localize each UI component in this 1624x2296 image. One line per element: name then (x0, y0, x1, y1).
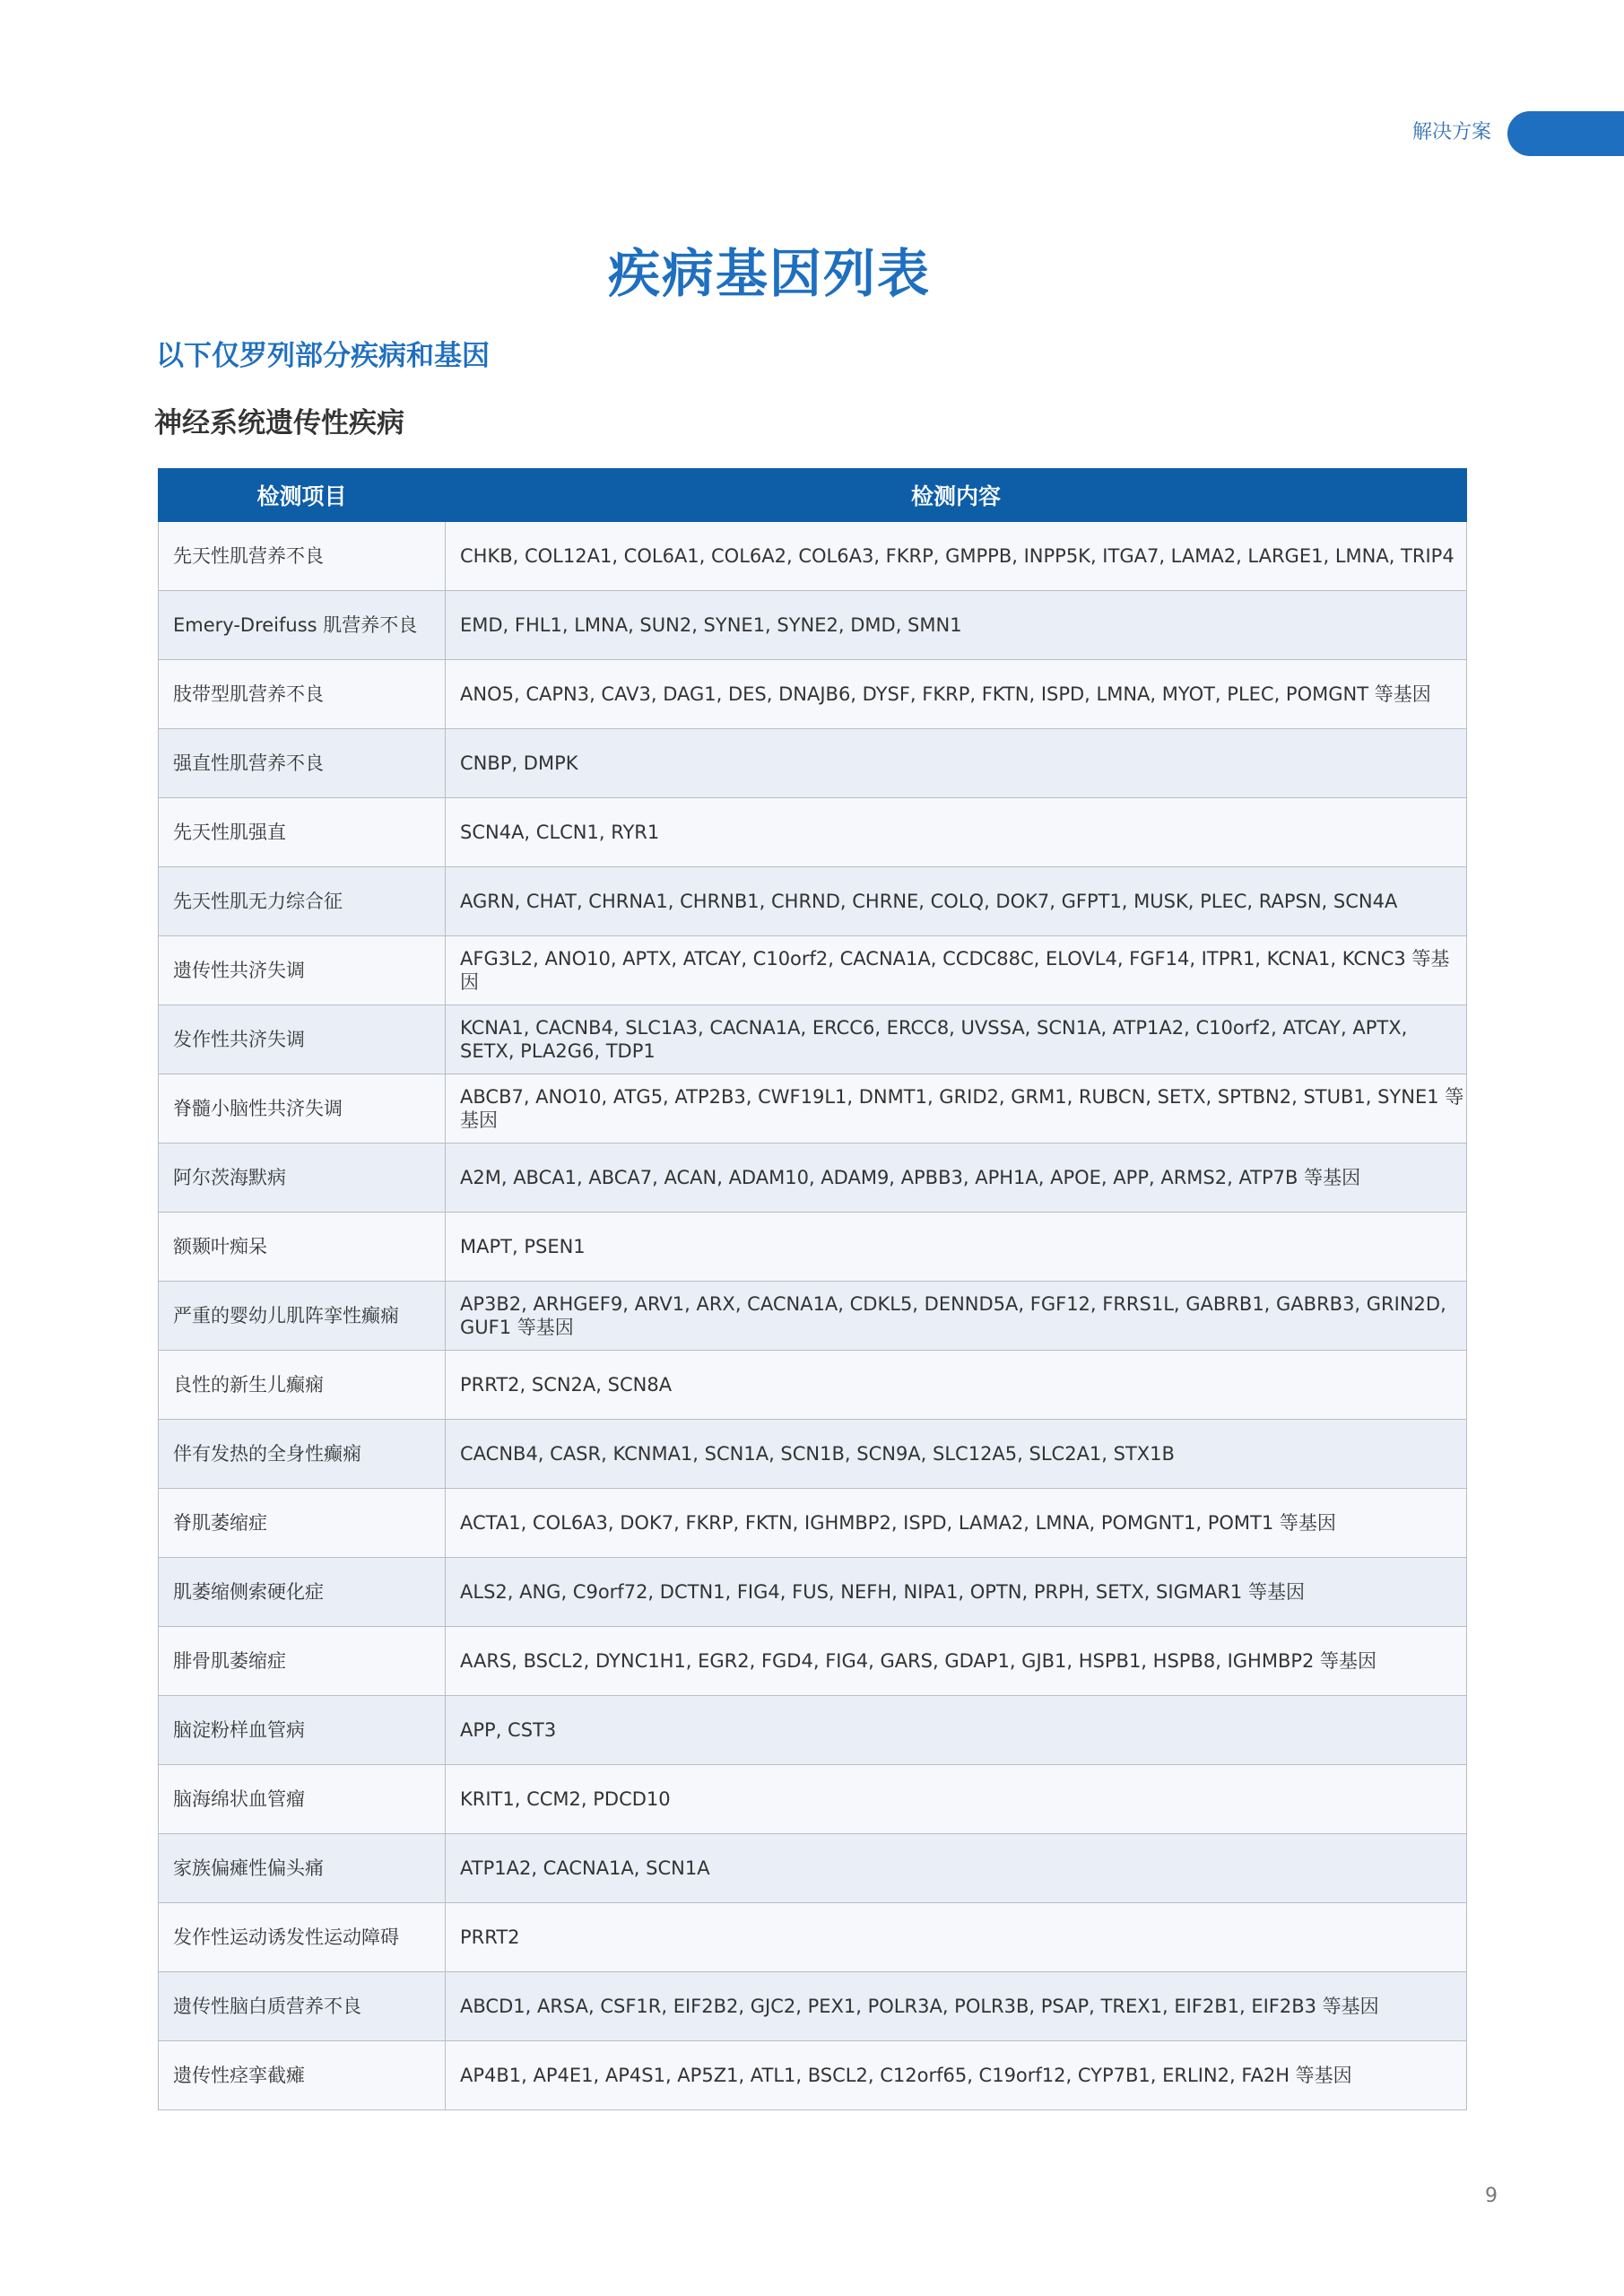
disease-name-cell: 先天性肌无力综合征 (159, 867, 446, 936)
table-row (159, 1972, 1467, 2041)
page-number: 9 (1485, 2185, 1498, 2207)
disease-name-cell: 家族偏瘫性偏头痛 (159, 1834, 446, 1903)
disease-name-cell: 先天性肌营养不良 (159, 522, 446, 591)
disease-name-cell: 肌萎缩侧索硬化症 (159, 1558, 446, 1627)
gene-list-cell: ABCD1, ARSA, CSF1R, EIF2B2, GJC2, PEX1, POLR3A, POLR3B, PSAP, TREX1, EIF2B1, EIF2B3 等基因 (446, 1972, 1467, 2041)
disease-name-cell: 脑海绵状血管瘤 (159, 1765, 446, 1834)
page-subtitle: 以下仅罗列部分疾病和基因 (156, 340, 490, 372)
table-row (159, 936, 1467, 1005)
table-row (159, 1765, 1467, 1834)
header-section-label: 解决方案 (1411, 121, 1491, 144)
table-row (159, 729, 1467, 798)
disease-name-cell: 发作性共济失调 (159, 1005, 446, 1074)
disease-name-cell: Emery-Dreifuss 肌营养不良 (159, 591, 446, 660)
disease-name-cell: 脊肌萎缩症 (159, 1489, 446, 1558)
disease-name-cell: 额颞叶痴呆 (159, 1213, 446, 1282)
disease-name-cell: 腓骨肌萎缩症 (159, 1627, 446, 1696)
disease-name-cell: 肢带型肌营养不良 (159, 660, 446, 729)
disease-name-cell: 脊髓小脑性共济失调 (159, 1074, 446, 1144)
gene-list-cell: AP3B2, ARHGEF9, ARV1, ARX, CACNA1A, CDKL5, DENND5A, FGF12, FRRS1L, GABRB1, GABRB3, GRIN2D, GUF1 等基因 (446, 1282, 1467, 1351)
table-row (159, 1834, 1467, 1903)
gene-list-cell: AP4B1, AP4E1, AP4S1, AP5Z1, ATL1, BSCL2, C12orf65, C19orf12, CYP7B1, ERLIN2, FA2H 等基因 (446, 2041, 1467, 2110)
gene-list-cell: SCN4A, CLCN1, RYR1 (446, 798, 1467, 867)
gene-list-cell: CACNB4, CASR, KCNMA1, SCN1A, SCN1B, SCN9A, SLC12A5, SLC2A1, STX1B (446, 1420, 1467, 1489)
table-row (159, 1144, 1467, 1213)
gene-list-cell: ACTA1, COL6A3, DOK7, FKRP, FKTN, IGHMBP2, ISPD, LAMA2, LMNA, POMGNT1, POMT1 等基因 (446, 1489, 1467, 1558)
table-body (159, 522, 1467, 2110)
disease-name-cell: 遗传性痉挛截瘫 (159, 2041, 446, 2110)
disease-name-cell: 先天性肌强直 (159, 798, 446, 867)
table-row (159, 798, 1467, 867)
column-header-content: 检测内容 (446, 469, 1467, 522)
gene-list-cell: ABCB7, ANO10, ATG5, ATP2B3, CWF19L1, DNMT1, GRID2, GRM1, RUBCN, SETX, SPTBN2, STUB1, SYNE1 等基因 (446, 1074, 1467, 1144)
table-row (159, 1213, 1467, 1282)
table-row (159, 867, 1467, 936)
disease-gene-table (158, 468, 1467, 2110)
gene-list-cell: CHKB, COL12A1, COL6A1, COL6A2, COL6A3, FKRP, GMPPB, INPP5K, ITGA7, LAMA2, LARGE1, LMNA, TRIP4 (446, 522, 1467, 591)
table-header-row (159, 469, 1467, 522)
gene-list-cell: CNBP, DMPK (446, 729, 1467, 798)
gene-list-cell: ALS2, ANG, C9orf72, DCTN1, FIG4, FUS, NEFH, NIPA1, OPTN, PRPH, SETX, SIGMAR1 等基因 (446, 1558, 1467, 1627)
table-row (159, 591, 1467, 660)
table-row (159, 1696, 1467, 1765)
disease-name-cell: 良性的新生儿癫痫 (159, 1351, 446, 1420)
gene-list-cell: KRIT1, CCM2, PDCD10 (446, 1765, 1467, 1834)
gene-list-cell: APP, CST3 (446, 1696, 1467, 1765)
table-row (159, 1005, 1467, 1074)
table-row (159, 1489, 1467, 1558)
disease-name-cell: 阿尔茨海默病 (159, 1144, 446, 1213)
gene-list-cell: AFG3L2, ANO10, APTX, ATCAY, C10orf2, CACNA1A, CCDC88C, ELOVL4, FGF14, ITPR1, KCNA1, KCNC3 等基因 (446, 936, 1467, 1005)
table-row (159, 1420, 1467, 1489)
disease-name-cell: 严重的婴幼儿肌阵挛性癫痫 (159, 1282, 446, 1351)
gene-list-cell: ANO5, CAPN3, CAV3, DAG1, DES, DNAJB6, DYSF, FKRP, FKTN, ISPD, LMNA, MYOT, PLEC, POMGNT 等基因 (446, 660, 1467, 729)
page-title: 疾病基因列表 (607, 243, 931, 304)
table-row (159, 1558, 1467, 1627)
table-row (159, 1903, 1467, 1972)
column-header-item: 检测项目 (159, 469, 446, 522)
table-row (159, 1282, 1467, 1351)
table-row (159, 2041, 1467, 2110)
table-row (159, 1074, 1467, 1144)
table-row (159, 660, 1467, 729)
table-row (159, 522, 1467, 591)
header-accent-tab (1507, 111, 1624, 156)
table-row (159, 1627, 1467, 1696)
disease-name-cell: 脑淀粉样血管病 (159, 1696, 446, 1765)
gene-list-cell: PRRT2, SCN2A, SCN8A (446, 1351, 1467, 1420)
section-title: 神经系统遗传性疾病 (154, 407, 404, 439)
table-row (159, 1351, 1467, 1420)
gene-list-cell: A2M, ABCA1, ABCA7, ACAN, ADAM10, ADAM9, APBB3, APH1A, APOE, APP, ARMS2, ATP7B 等基因 (446, 1144, 1467, 1213)
gene-list-cell: KCNA1, CACNB4, SLC1A3, CACNA1A, ERCC6, ERCC8, UVSSA, SCN1A, ATP1A2, C10orf2, ATCAY, APTX, SETX, PLA2G6, TDP1 (446, 1005, 1467, 1074)
gene-list-cell: EMD, FHL1, LMNA, SUN2, SYNE1, SYNE2, DMD, SMN1 (446, 591, 1467, 660)
gene-list-cell: ATP1A2, CACNA1A, SCN1A (446, 1834, 1467, 1903)
gene-list-cell: MAPT, PSEN1 (446, 1213, 1467, 1282)
gene-list-cell: AGRN, CHAT, CHRNA1, CHRNB1, CHRND, CHRNE, COLQ, DOK7, GFPT1, MUSK, PLEC, RAPSN, SCN4A (446, 867, 1467, 936)
gene-list-cell: PRRT2 (446, 1903, 1467, 1972)
gene-list-cell: AARS, BSCL2, DYNC1H1, EGR2, FGD4, FIG4, GARS, GDAP1, GJB1, HSPB1, HSPB8, IGHMBP2 等基因 (446, 1627, 1467, 1696)
disease-name-cell: 伴有发热的全身性癫痫 (159, 1420, 446, 1489)
disease-name-cell: 遗传性共济失调 (159, 936, 446, 1005)
disease-name-cell: 遗传性脑白质营养不良 (159, 1972, 446, 2041)
disease-name-cell: 发作性运动诱发性运动障碍 (159, 1903, 446, 1972)
disease-name-cell: 强直性肌营养不良 (159, 729, 446, 798)
